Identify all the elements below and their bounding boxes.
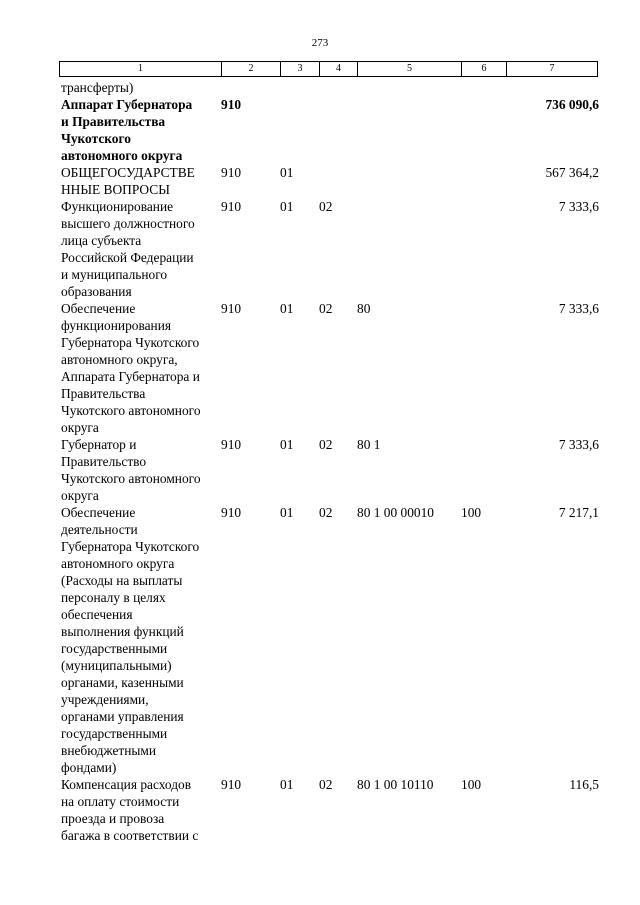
- row-amount-cell: 7 217,1: [558, 505, 599, 520]
- row-name-cell: Функционирование высшего должностного лица субъекта Российской Федерации и муниципального образования: [61, 199, 195, 299]
- row-section-cell: 01: [280, 165, 294, 180]
- row-subsection-cell: 02: [319, 199, 333, 214]
- row-expense-type-cell: [461, 164, 506, 198]
- row-expense-type-cell: [461, 436, 506, 504]
- row-admin-code-cell: 910: [221, 437, 242, 452]
- row-expense-type-cell: [461, 198, 506, 300]
- row-name-cell: Губернатор и Правительство Чукотского автономного округа: [61, 437, 201, 503]
- column-header-7: 7: [507, 62, 598, 77]
- page-number: 273: [311, 37, 329, 49]
- row-subsection-cell: [319, 96, 357, 164]
- row-expense-type-cell: 100: [461, 777, 482, 792]
- row-subsection-cell: 02: [319, 505, 333, 520]
- row-target-article-cell: 80 1: [357, 437, 381, 452]
- table-row: [59, 79, 599, 96]
- table-row: [59, 198, 599, 300]
- row-target-article-cell: [357, 164, 461, 198]
- row-name-cell: Обеспечение функционирования Губернатора Чукотского автономного округа, Аппарата Губернатора и Правительства Чукотского автономного округа: [61, 301, 201, 435]
- row-section-cell: 01: [280, 437, 294, 452]
- row-amount-cell: [506, 79, 599, 96]
- row-target-article-cell: [357, 198, 461, 300]
- budget-rows: [59, 79, 599, 844]
- row-section-cell: 01: [280, 301, 294, 316]
- table-row: [59, 96, 599, 164]
- row-admin-code-cell: 910: [221, 199, 242, 214]
- row-expense-type-cell: [461, 300, 506, 436]
- row-expense-type-cell: [461, 96, 506, 164]
- row-section-cell: 01: [280, 777, 294, 792]
- column-header-1: 1: [60, 62, 222, 77]
- row-target-article-cell: 80 1 00 00010: [357, 505, 434, 520]
- column-header-4: 4: [320, 62, 358, 77]
- column-header-6: 6: [462, 62, 507, 77]
- row-name-cell: трансферты): [61, 80, 134, 95]
- row-subsection-cell: [319, 79, 357, 96]
- row-subsection-cell: [319, 164, 357, 198]
- row-admin-code-cell: [221, 79, 280, 96]
- table-row: [59, 300, 599, 436]
- row-admin-code-cell: 910: [221, 777, 242, 792]
- row-section-cell: [280, 96, 319, 164]
- column-header-3: 3: [281, 62, 320, 77]
- row-section-cell: 01: [280, 199, 294, 214]
- row-name-cell: Компенсация расходов на оплату стоимости проезда и провоза багажа в соответствии с: [61, 777, 199, 843]
- row-name-cell: Аппарат Губернатора и Правительства Чукотского автономного округа: [61, 97, 193, 163]
- table-row: [59, 776, 599, 844]
- row-amount-cell: 736 090,6: [545, 97, 599, 112]
- row-name-cell: ОБЩЕГОСУДАРСТВЕ ННЫЕ ВОПРОСЫ: [61, 165, 195, 197]
- column-header-table: [59, 61, 598, 77]
- row-admin-code-cell: 910: [221, 505, 242, 520]
- row-section-cell: [280, 79, 319, 96]
- row-target-article-cell: [357, 79, 461, 96]
- row-subsection-cell: 02: [319, 301, 333, 316]
- row-target-article-cell: [357, 96, 461, 164]
- table-row: [59, 164, 599, 198]
- row-name-cell: Обеспечение деятельности Губернатора Чукотского автономного округа (Расходы на выплаты персоналу в целях обеспечения выполнения функций государственными (муниципальными) органами, казенными учреждениями, органами управления государственными внебюджетными фондами): [61, 505, 200, 775]
- row-subsection-cell: 02: [319, 777, 333, 792]
- row-admin-code-cell: 910: [221, 97, 242, 112]
- row-expense-type-cell: [461, 79, 506, 96]
- row-amount-cell: 567 364,2: [545, 165, 599, 180]
- table-row: [59, 504, 599, 776]
- row-expense-type-cell: 100: [461, 505, 482, 520]
- row-admin-code-cell: 910: [221, 165, 242, 180]
- row-section-cell: 01: [280, 505, 294, 520]
- column-header-5: 5: [358, 62, 462, 77]
- row-amount-cell: 7 333,6: [558, 199, 599, 214]
- row-amount-cell: 7 333,6: [558, 301, 599, 316]
- row-amount-cell: 7 333,6: [558, 437, 599, 452]
- budget-table: [59, 79, 599, 844]
- row-subsection-cell: 02: [319, 437, 333, 452]
- row-amount-cell: 116,5: [569, 777, 599, 792]
- row-admin-code-cell: 910: [221, 301, 242, 316]
- column-header-2: 2: [222, 62, 281, 77]
- row-target-article-cell: 80 1 00 10110: [357, 777, 434, 792]
- column-header-row: [60, 62, 598, 77]
- table-row: [59, 436, 599, 504]
- row-target-article-cell: 80: [357, 301, 371, 316]
